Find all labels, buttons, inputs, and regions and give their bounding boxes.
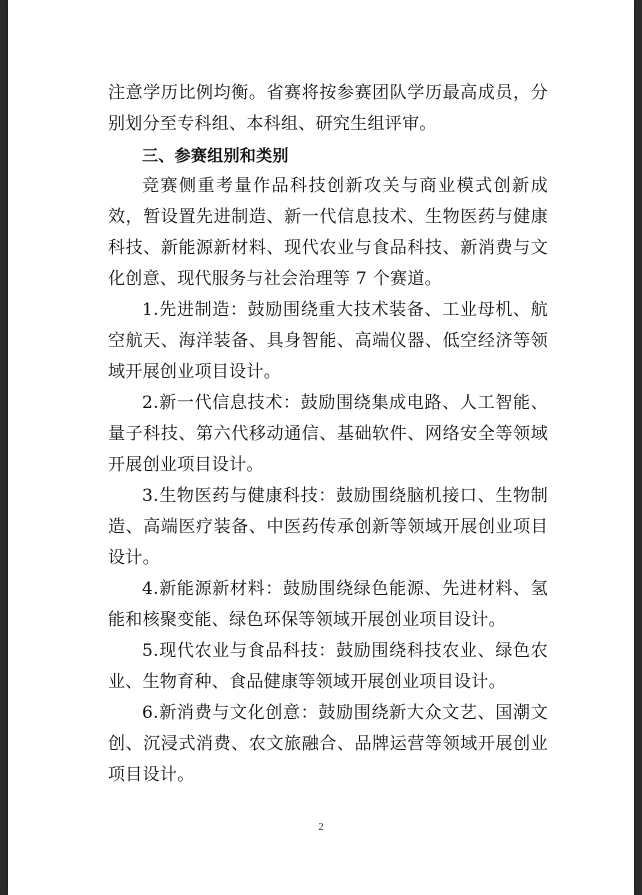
- paragraph-track-agriculture: 5.现代农业与食品科技：鼓励围绕科技农业、绿色农业、生物育种、食品健康等领域开展创业项目设计。: [108, 641, 548, 692]
- section-heading: 三、参赛组别和类别: [142, 146, 289, 165]
- document-page: [8, 0, 634, 895]
- page-number: 2: [318, 822, 324, 833]
- paragraph-track-biomedicine: 3.生物医药与健康科技：鼓励围绕脑机接口、生物制造、高端医疗装备、中医药传承创新等领域开展创业项目设计。: [108, 486, 548, 568]
- paragraph-education-balance: 注意学历比例均衡。省赛将按参赛团队学历最高成员，分别划分至专科组、本科组、研究生组评审。: [108, 83, 548, 134]
- document-body: [108, 78, 548, 791]
- paragraph-track-new-energy: 4.新能源新材料：鼓励围绕绿色能源、先进材料、氢能和核聚变能、绿色环保等领域开展创业项目设计。: [108, 579, 548, 630]
- paragraph-track-consumption-culture: 6.新消费与文化创意：鼓励围绕新大众文艺、国潮文创、沉浸式消费、农文旅融合、品牌运营等领域开展创业项目设计。: [108, 703, 548, 785]
- paragraph-track-information-technology: 2.新一代信息技术：鼓励围绕集成电路、人工智能、量子科技、第六代移动通信、基础软件、网络安全等领域开展创业项目设计。: [108, 393, 548, 475]
- paragraph-tracks-overview: 竞赛侧重考量作品科技创新攻关与商业模式创新成效，暂设置先进制造、新一代信息技术、生物医药与健康科技、新能源新材料、现代农业与食品科技、新消费与文化创意、现代服务与社会治理等 7 个赛道。: [108, 176, 548, 289]
- paragraph-track-advanced-manufacturing: 1.先进制造：鼓励围绕重大技术装备、工业母机、航空航天、海洋装备、具身智能、高端仪器、低空经济等领域开展创业项目设计。: [108, 300, 548, 382]
